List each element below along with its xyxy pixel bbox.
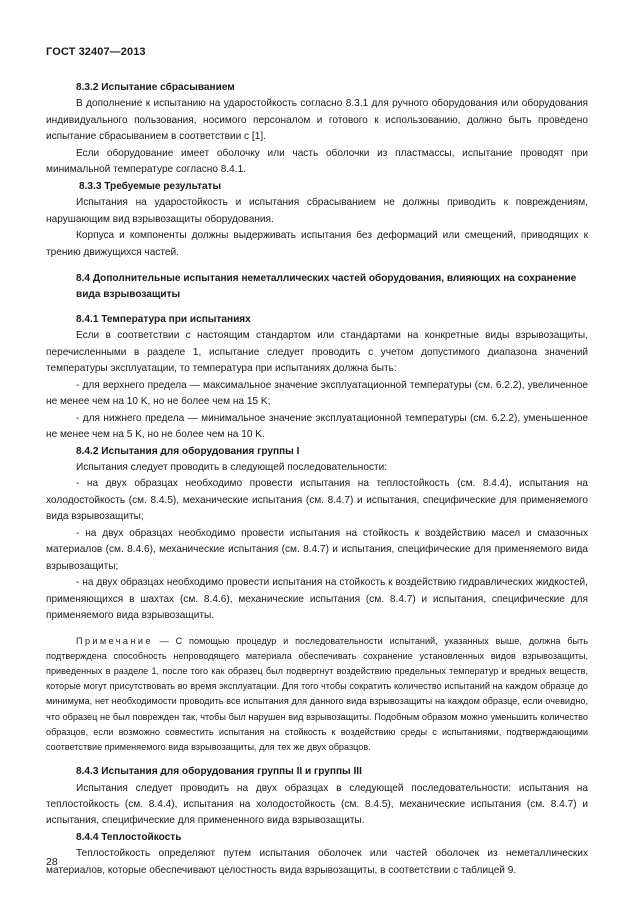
paragraph: Корпуса и компоненты должны выдерживать испытания без деформаций или смещений, приводящих к трению движущихся частей. (46, 230, 588, 258)
section-8-4-4-heading: 8.4.4 Теплостойкость (76, 831, 182, 843)
paragraph: В дополнение к испытанию на ударостойкость согласно 8.3.1 для ручного оборудования или оборудования индивидуального пользования, носимого персоналом и готового к использованию, должно быть проведено испытание сбрасыванием в соответствии с [1]. (46, 98, 588, 143)
section-8-3-3-heading: 8.3.3 Требуемые результаты (79, 180, 222, 192)
document-body (46, 80, 588, 879)
paragraph: Если в соответствии с настоящим стандартом или стандартами на конкретные виды взрывозащиты, перечисленными в разделе 1, испытание следует проводить с учетом допустимого диапазона значений температуры эксплуатации, то температура при испытаниях должна быть: (46, 330, 588, 375)
list-item: - для нижнего предела — минимальное значение эксплуатационной температуры (см. 6.2.2), уменьшенное не менее чем на 5 K, но не более чем на 10 K. (46, 412, 588, 441)
section-8-4-1-heading: 8.4.1 Температура при испытаниях (76, 313, 251, 325)
page-number: 28 (46, 856, 58, 868)
note-paragraph (46, 634, 588, 756)
paragraph: Испытания на ударостойкость и испытания сбрасыванием не должны приводить к повреждениям, нарушающим вид взрывозащиты оборудования. (46, 197, 588, 225)
list-item: - для верхнего предела — максимальное значение эксплуатационной температуры (см. 6.2.2), увеличенное не менее чем на 10 K, но не более чем на 15 K; (46, 379, 588, 408)
paragraph: Если оборудование имеет оболочку или часть оболочки из пластмассы, испытание проводят при минимальной температуре согласно 8.4.1. (46, 147, 588, 176)
note-label: Примечание (76, 635, 153, 646)
paragraph: Теплостойкость определяют путем испытания оболочек или частей оболочек из неметаллических материалов, которые обеспечивают целостность вида взрывозащиты, в соответствии с таблицей 9. (46, 848, 588, 876)
paragraph: Испытания следует проводить на двух образцах в следующей последовательности: испытания на теплостойкость (см. 8.4.4), испытания на холодостойкость (см. 8.4.5), механические испытания (см. 8.4.7) и испытания, специфические для примененного вида взрывозащиты. (46, 782, 588, 827)
note-text: — С помощью процедур и последовательности испытаний, указанных выше, должна быть подтверждена способность непроводящего материала обеспечивать сохранение установленных видов взрывозащиты, приведенных в разделе 1, после того как образец был подвергнут воздействию предельных температур и вредных веществ, которые могут присутствовать во время эксплуатации. Для того чтобы сократить количество испытаний на каждом образце до минимума, нет необходимости проводить все испытания для данного вида взрывозащиты на каждом образце, если очевидно, что образец не был поврежден так, чтобы был нарушен вид взрывозащиты. Подобным образом можно уменьшить количество образцов, если возможно совместить испытания на стойкость к воздействию среды с испытаниями, подтверждающими соответствие применяемого вида взрывозащиты, для тех же двух образцов. (46, 635, 588, 752)
section-8-4-heading: 8.4 Дополнительные испытания неметаллических частей оборудования, влияющих на сохранение вида взрывозащиты (76, 272, 577, 301)
document-header: ГОСТ 32407—2013 (46, 46, 146, 58)
section-8-3-2-heading: 8.3.2 Испытание сбрасыванием (76, 82, 235, 93)
section-8-4-3-heading: 8.4.3 Испытания для оборудования группы II и группы III (76, 766, 362, 778)
paragraph: Испытания следует проводить в следующей последовательности: (76, 461, 388, 473)
section-8-4-2-heading: 8.4.2 Испытания для оборудования группы I (76, 445, 300, 457)
list-item: - на двух образцах необходимо провести испытания на стойкость к воздействию гидравлических жидкостей, применяющихся в шахтах (см. 8.4.6), механические испытания (см. 8.4.7) и испытания, специфические для применяемого вида взрывозащиты. (46, 577, 588, 622)
list-item: - на двух образцах необходимо провести испытания на теплостойкость (см. 8.4.4), испытания на холодостойкость (см. 8.4.5), механические испытания (см. 8.4.7) и испытания, специфические для применяемого вида взрывозащиты; (46, 478, 588, 523)
list-item: - на двух образцах необходимо провести испытания на стойкость к воздействию масел и смазочных материалов (см. 8.4.6), механические испытания (см. 8.4.7) и испытания, специфические для применяемого вида взрывозащиты; (46, 527, 588, 572)
